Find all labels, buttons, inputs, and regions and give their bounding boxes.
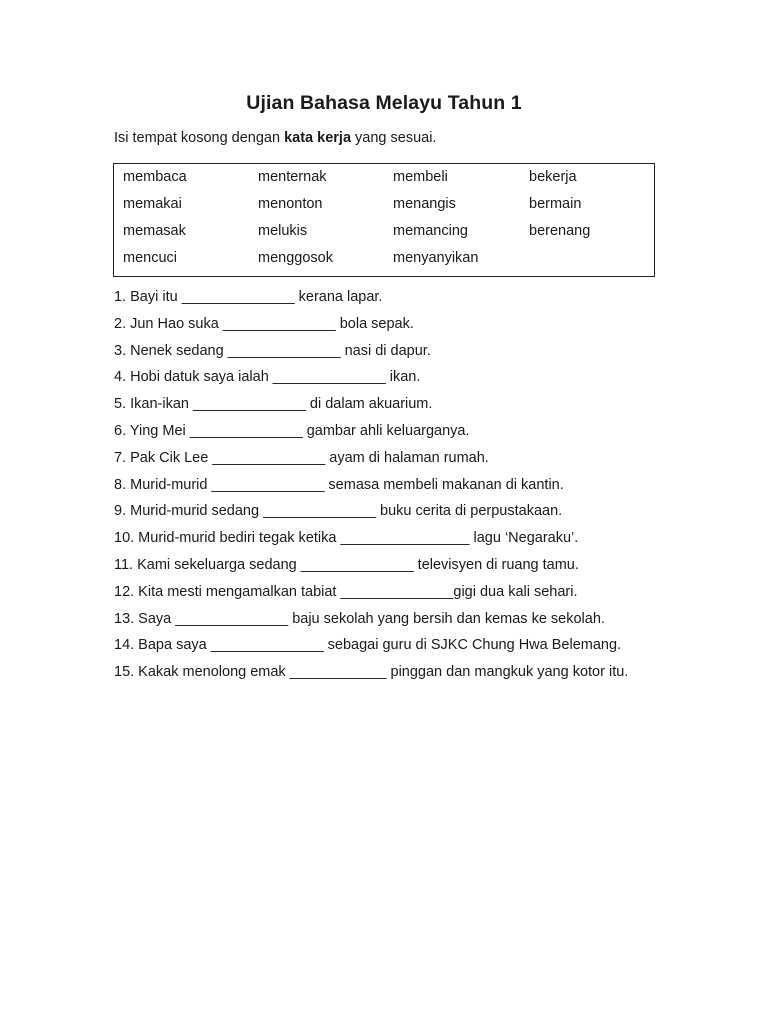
word-bank-item: melukis [258,223,308,239]
instruction-keyword: kata kerja [284,130,352,146]
question-item: 8. Murid-murid ______________ semasa membeli makanan di kantin. [114,476,564,493]
question-item: 13. Saya ______________ baju sekolah yang bersih dan kemas ke sekolah. [114,610,605,627]
word-bank-item: memancing [393,223,468,239]
word-bank-item: bekerja [529,169,577,185]
question-item: 9. Murid-murid sedang ______________ buku cerita di perpustakaan. [114,503,563,520]
word-bank-item: menangis [393,196,456,212]
word-bank-item: menternak [258,169,327,185]
question-item: 10. Murid-murid bediri tegak ketika ________________ lagu ‘Negaraku’. [114,530,579,547]
question-item: 11. Kami sekeluarga sedang ______________ televisyen di ruang tamu. [114,556,579,573]
word-bank-item: menggosok [258,250,333,266]
word-bank-item: bermain [529,196,582,212]
question-item: 1. Bayi itu ______________ kerana lapar. [114,289,383,305]
word-bank-item: membeli [393,169,448,185]
page-title: Ujian Bahasa Melayu Tahun 1 [246,92,522,114]
instruction-text [114,130,436,146]
question-item: 5. Ikan-ikan ______________ di dalam akuarium. [114,396,433,413]
question-item: 3. Nenek sedang ______________ nasi di dapur. [114,342,431,359]
question-item: 6. Ying Mei ______________ gambar ahli keluarganya. [114,422,470,439]
word-bank-box [113,163,655,277]
question-item: 2. Jun Hao suka ______________ bola sepak. [114,315,414,332]
word-bank-item: memasak [123,223,186,239]
instruction-text-start: Isi tempat kosong dengan [114,130,285,146]
question-item: 15. Kakak menolong emak ____________ pinggan dan mangkuk yang kotor itu. [114,664,629,681]
question-item: 4. Hobi datuk saya ialah ______________ ikan. [114,369,421,386]
word-bank-item: menonton [258,196,323,212]
word-bank-item: berenang [529,223,591,239]
instruction-text-end: yang sesuai. [351,130,437,146]
question-list [114,289,714,691]
word-bank-item: menyanyikan [393,250,479,266]
question-item: 12. Kita mesti mengamalkan tabiat ______________gigi dua kali sehari. [114,583,578,600]
word-bank-item: membaca [123,169,187,185]
word-bank-item: mencuci [123,250,177,266]
question-item: 14. Bapa saya ______________ sebagai guru di SJKC Chung Hwa Belemang. [114,637,622,654]
word-bank-item: memakai [123,196,182,212]
question-item: 7. Pak Cik Lee ______________ ayam di halaman rumah. [114,449,489,466]
